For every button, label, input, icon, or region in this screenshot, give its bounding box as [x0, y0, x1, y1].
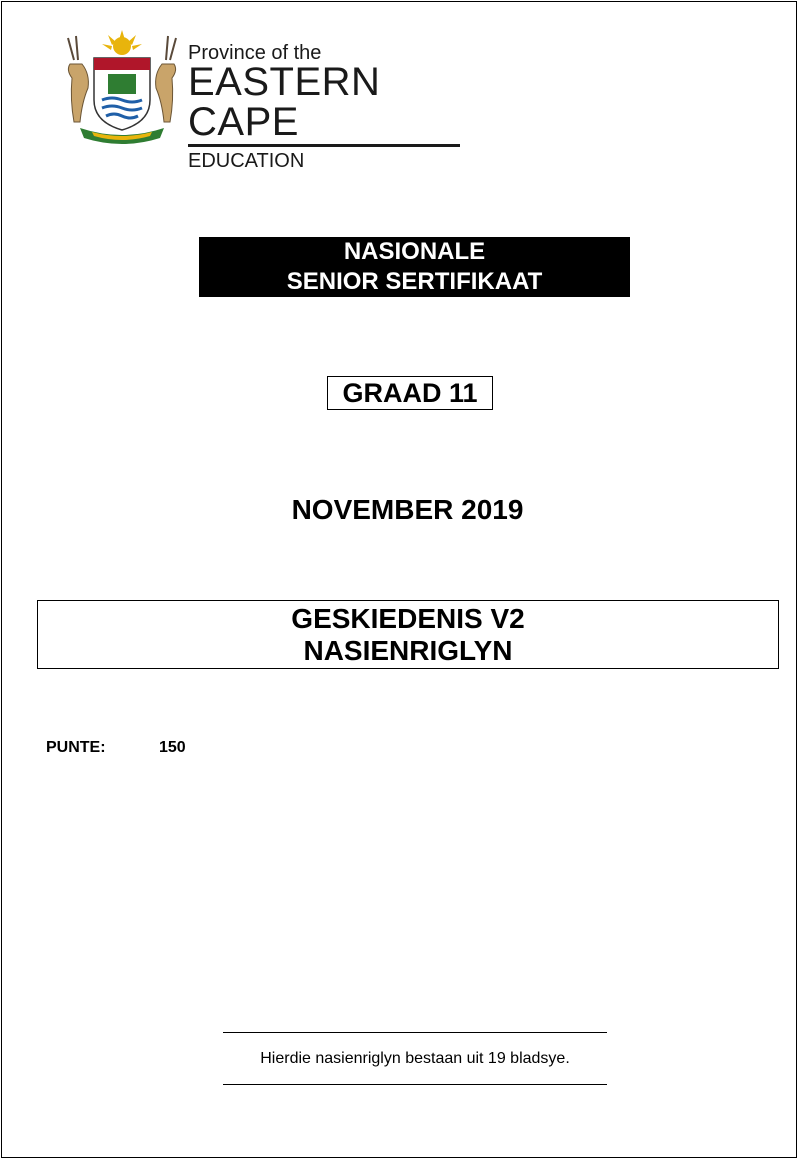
subject-line-1: GESKIEDENIS V2 — [291, 603, 525, 634]
subject-line-2: NASIENRIGLYN — [303, 635, 513, 666]
footer-bottom-rule — [223, 1084, 607, 1085]
exam-date: NOVEMBER 2019 — [291, 494, 524, 525]
certificate-line-1: NASIONALE — [343, 238, 486, 265]
marks-label: PUNTE: — [46, 739, 106, 756]
footer-top-rule — [223, 1032, 607, 1033]
logo-eastern-cape-text: EASTERN CAPE — [188, 60, 381, 144]
certificate-line-2: SENIOR SERTIFIKAAT — [286, 268, 543, 295]
grade-label: GRAAD 11 — [327, 376, 493, 410]
certificate-banner — [199, 237, 630, 297]
logo-province-text: Province of the — [188, 42, 322, 64]
page-border — [1, 1, 797, 1158]
logo-divider — [188, 144, 460, 147]
subject-title-box — [37, 600, 779, 669]
logo-wordmark — [188, 42, 472, 172]
logo-education-text: EDUCATION — [188, 150, 305, 172]
coat-of-arms-icon — [52, 30, 192, 148]
marks-value: 150 — [159, 739, 186, 756]
eastern-cape-education-logo — [52, 30, 472, 172]
page-count-note: Hierdie nasienriglyn bestaan uit 19 bladsye. — [260, 1050, 570, 1067]
